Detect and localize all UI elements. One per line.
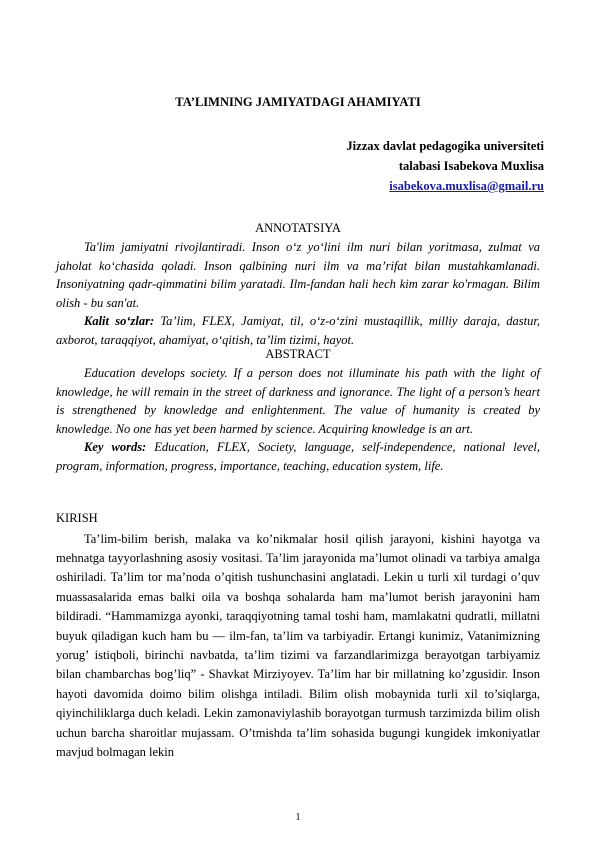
annotation-section xyxy=(56,219,540,350)
keywords-en: Education, FLEX, Society, language, self-independence, national level, program, information, progress, importance, teaching, education system, life. xyxy=(56,440,540,473)
abstract-section xyxy=(56,345,540,476)
page-number: 1 xyxy=(295,812,301,823)
author-affiliation xyxy=(346,136,544,196)
keywords-label-uz: Kalit so‘zlar: xyxy=(84,314,155,329)
keywords-uz: Ta’lim, FLEX, Jamiyat, til, o‘z-o‘zini mustaqillik, milliy daraja, dastur, axborot, taraqqiyot, ahamiyat, o‘qitish, ta’lim tizimi, hayot. xyxy=(56,314,540,347)
keywords-label-en: Key words: xyxy=(84,440,147,455)
university-name: Jizzax davlat pedagogika universiteti xyxy=(346,139,544,153)
intro-section xyxy=(56,509,540,762)
author-email-link[interactable]: isabekova.muxlisa@gmail.ru xyxy=(389,179,544,193)
intro-heading: KIRISH xyxy=(56,511,98,525)
annotation-text: Ta'lim jamiyatni rivojlantiradi. Inson o‘z yo‘lini ilm nuri bilan yoritmasa, zulmat va jaholat ko‘chasida qoladi. Inson qalbining nuri ilm va ma’rifat bilan mustahkamlanadi. Insoniyatning qadr-qimmatini bilim yaratadi. Ilm-fandan hali hech kim zarar ko'rmagan. Bilim olish - bu san'at. xyxy=(56,240,540,310)
intro-paragraph: Ta’lim-bilim berish, malaka va ko’nikmalar hosil qilish jarayoni, kishini hayotga va mehnatga tayyorlashning asosiy vositasi. Ta’lim jarayonida ma’lumot olinadi va tarbiya amalga oshiriladi. Ta’lim tor ma’noda o’qitish tushunchasini anglatadi. Lekin u turli xil turdagi o’quv muassasalarida emas balki oila va boshqa sohalarda ham ma’lumot berish jarayonini ham bildiradi. “Hammamizga ayonki, taraqqiyotning tamal toshi ham, mamlakatni qudratli, millatni buyuk qiladigan kuch ham bu — ilm-fan, ta’lim va tarbiyadir. Ertangi kunimiz, Vatanimizning yorug’ istiqboli, birinchi navbatda, ta’lim tizimi va farzandlarimizga berayotgan tarbiyamiz bilan chambarchas bog’liq” - Shavkat Mirziyoyev. Ta’lim har bir millatning ko’zgusidir. Inson hayoti davomida doimo bilim olishga intiladi. Bilim olish mobaynida turli xil to’siqlarga, qiyinchiliklarga duch keladi. Lekin zamonaviylashib borayotgan turmush tarzimizda bilim olish uchun barcha sharoitlar mujassam. O’tmishda ta’lim sohasida bugungi kungidek imkoniyatlar mavjud bolmagan lekin xyxy=(56,531,540,760)
paper-title: TA’LIMNING JAMIYATDAGI AHAMIYATI xyxy=(175,95,421,109)
abstract-heading: ABSTRACT xyxy=(265,347,331,361)
abstract-text: Education develops society. If a person does not illuminate his path with the light of knowledge, he will remain in the street of darkness and ignorance. The light of a person’s heart is strengthened by knowledge and enlightenment. The value of humanity is created by knowledge. No one has yet been harmed by science. Acquiring knowledge is an art. xyxy=(56,366,540,436)
annotation-keywords xyxy=(56,312,540,349)
abstract-keywords xyxy=(56,438,540,475)
annotation-heading: ANNOTATSIYA xyxy=(255,221,341,235)
author-name: talabasi Isabekova Muxlisa xyxy=(398,159,544,173)
